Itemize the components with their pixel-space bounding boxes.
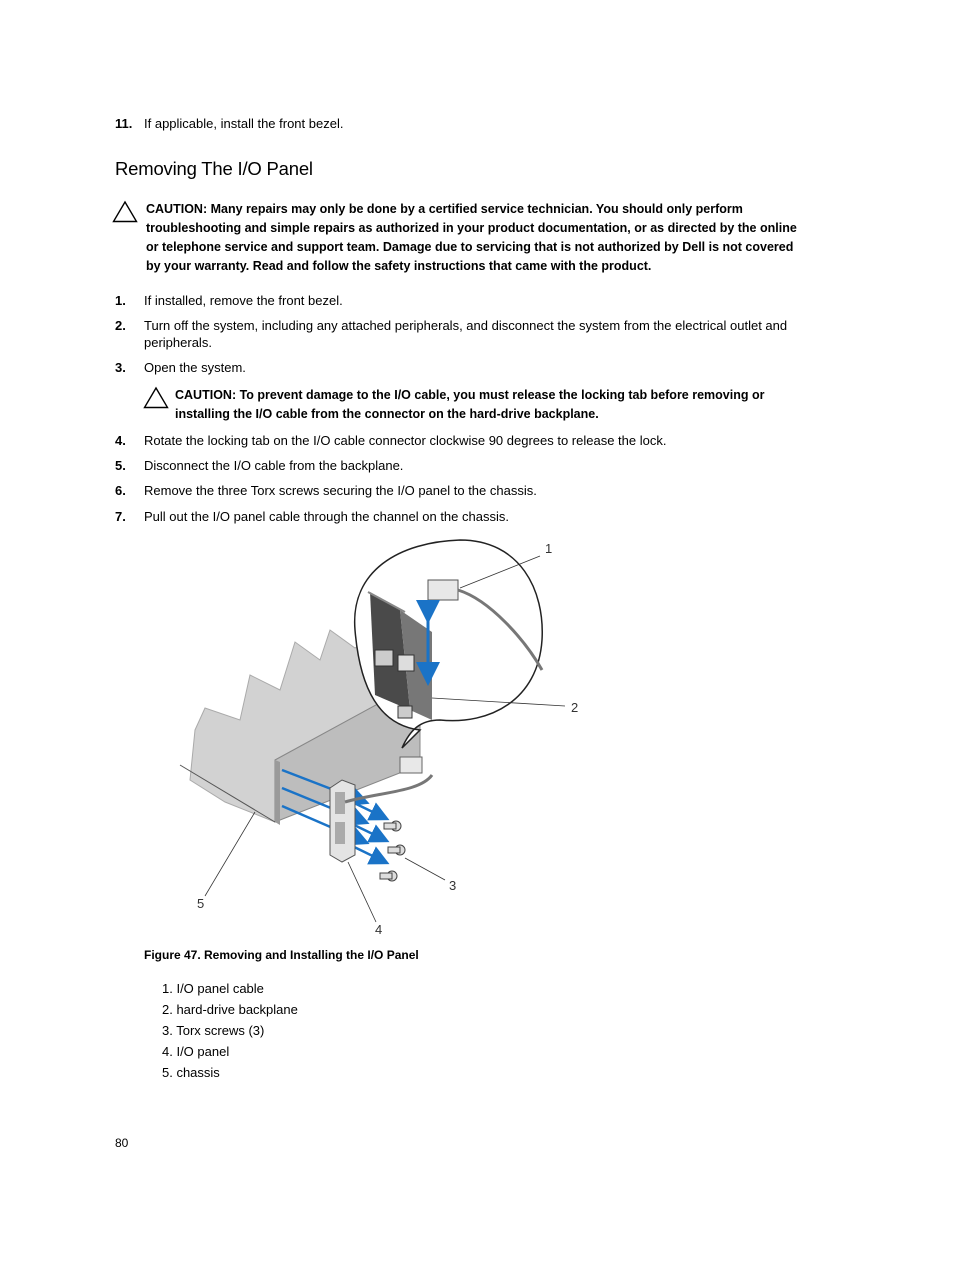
caution-triangle-icon bbox=[112, 200, 138, 223]
step-text: If applicable, install the front bezel. bbox=[144, 116, 344, 131]
callout-3: 3 bbox=[449, 878, 457, 893]
figure-caption: Figure 47. Removing and Installing the I/O Panel bbox=[144, 948, 419, 962]
legend-item: 5. chassis bbox=[162, 1065, 220, 1080]
callout-2: 2 bbox=[571, 700, 579, 715]
step-number: 2. bbox=[115, 318, 126, 333]
step-number: 4. bbox=[115, 433, 126, 448]
step-number: 1. bbox=[115, 293, 126, 308]
step-text: Remove the three Torx screws securing the I/O panel to the chassis. bbox=[144, 483, 537, 498]
legend-item: 3. Torx screws (3) bbox=[162, 1023, 265, 1038]
step-number: 3. bbox=[115, 360, 126, 375]
step-text: Turn off the system, including any attached peripherals, and disconnect the system from the electrical outlet and peripherals. bbox=[144, 318, 788, 350]
step-number: 11. bbox=[115, 116, 133, 131]
legend-item: 2. hard-drive backplane bbox=[162, 1002, 298, 1017]
step-text: Pull out the I/O panel cable through the channel on the chassis. bbox=[144, 509, 509, 524]
io-panel-illustration bbox=[170, 530, 600, 942]
section-title: Removing The I/O Panel bbox=[115, 158, 313, 179]
caution-text: CAUTION: Many repairs may only be done by a certified service technician. You should only perform troubleshooting and simple repairs as authorized in your product documentation, or as directed by the online or telephone service and support team. Damage due to servicing that is not authorized by Dell is not covered by your warranty. Read and follow the safety instructions that came with the product. bbox=[146, 202, 797, 273]
step-number: 5. bbox=[115, 458, 126, 473]
caution-text: CAUTION: To prevent damage to the I/O cable, you must release the locking tab before removing or installing the I/O cable from the connector on the hard-drive backplane. bbox=[175, 388, 765, 421]
callout-4: 4 bbox=[375, 922, 383, 937]
step-text: Open the system. bbox=[144, 360, 246, 375]
caution-triangle-icon bbox=[143, 386, 169, 409]
step-text: If installed, remove the front bezel. bbox=[144, 293, 343, 308]
figure-legend bbox=[162, 980, 298, 1085]
legend-item: 1. I/O panel cable bbox=[162, 981, 264, 996]
legend-item: 4. I/O panel bbox=[162, 1044, 230, 1059]
callout-5: 5 bbox=[197, 896, 205, 911]
page-number: 80 bbox=[115, 1136, 129, 1150]
torx-screws bbox=[380, 821, 405, 881]
step-number: 7. bbox=[115, 509, 126, 524]
io-panel-graphic bbox=[330, 780, 355, 862]
step-text: Disconnect the I/O cable from the backplane. bbox=[144, 458, 404, 473]
callout-1: 1 bbox=[545, 541, 553, 556]
step-number: 6. bbox=[115, 483, 126, 498]
step-text: Rotate the locking tab on the I/O cable connector clockwise 90 degrees to release the lock. bbox=[144, 433, 667, 448]
